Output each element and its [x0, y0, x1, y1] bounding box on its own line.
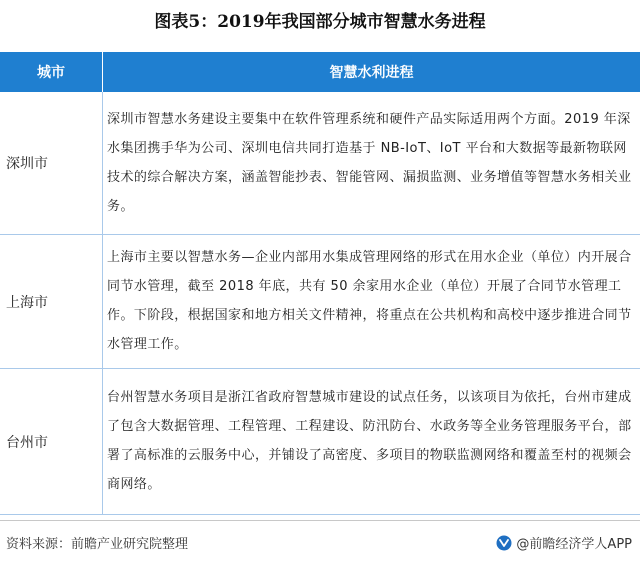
brand-credit — [496, 533, 632, 552]
footer — [0, 520, 640, 567]
table-header-row — [0, 52, 640, 92]
column-header-city: 城市 — [0, 52, 103, 92]
city-progress-table — [0, 52, 640, 515]
progress-cell: 台州智慧水务项目是浙江省政府智慧城市建设的试点任务，以该项目为依托，台州市建成了包含大数据管理、工程管理、工程建设、防汛防台、水政务等全业务管理服务平台，部署了高标准的云服务中心，并铺设了高密度、多项目的物联监测网络和覆盖至村的视频会商网络。 — [103, 369, 640, 515]
city-cell: 台州市 — [0, 369, 103, 515]
brand-label: @前瞻经济学人APP — [516, 533, 632, 552]
source-note: 资料来源：前瞻产业研究院整理 — [6, 533, 188, 552]
page-title: 图表5：2019年我国部分城市智慧水务进程 — [0, 10, 640, 34]
progress-cell: 上海市主要以智慧水务—企业内部用水集成管理网络的形式在用水企业（单位）内开展合同节水管理，截至 2018 年底，共有 50 余家用水企业（单位）开展了合同节水管理工作。下阶段，根据国家和地方相关文件精神，将重点在公共机构和高校中逐步推进合同节水管理工作。 — [103, 235, 640, 369]
table-row — [0, 369, 640, 515]
city-cell: 上海市 — [0, 235, 103, 369]
progress-cell: 深圳市智慧水务建设主要集中在软件管理系统和硬件产品实际适用两个方面。2019 年深水集团携手华为公司、深圳电信共同打造基于 NB-IoT、IoT 平台和大数据等最新物联网技术的综合解决方案，涵盖智能抄表、智能管网、漏损监测、业务增值等智慧水务相关业务。 — [103, 92, 640, 235]
table-row — [0, 92, 640, 235]
qianzhan-logo-icon — [496, 535, 512, 551]
table-row — [0, 235, 640, 369]
city-cell: 深圳市 — [0, 92, 103, 235]
column-header-progress: 智慧水利进程 — [103, 52, 640, 92]
